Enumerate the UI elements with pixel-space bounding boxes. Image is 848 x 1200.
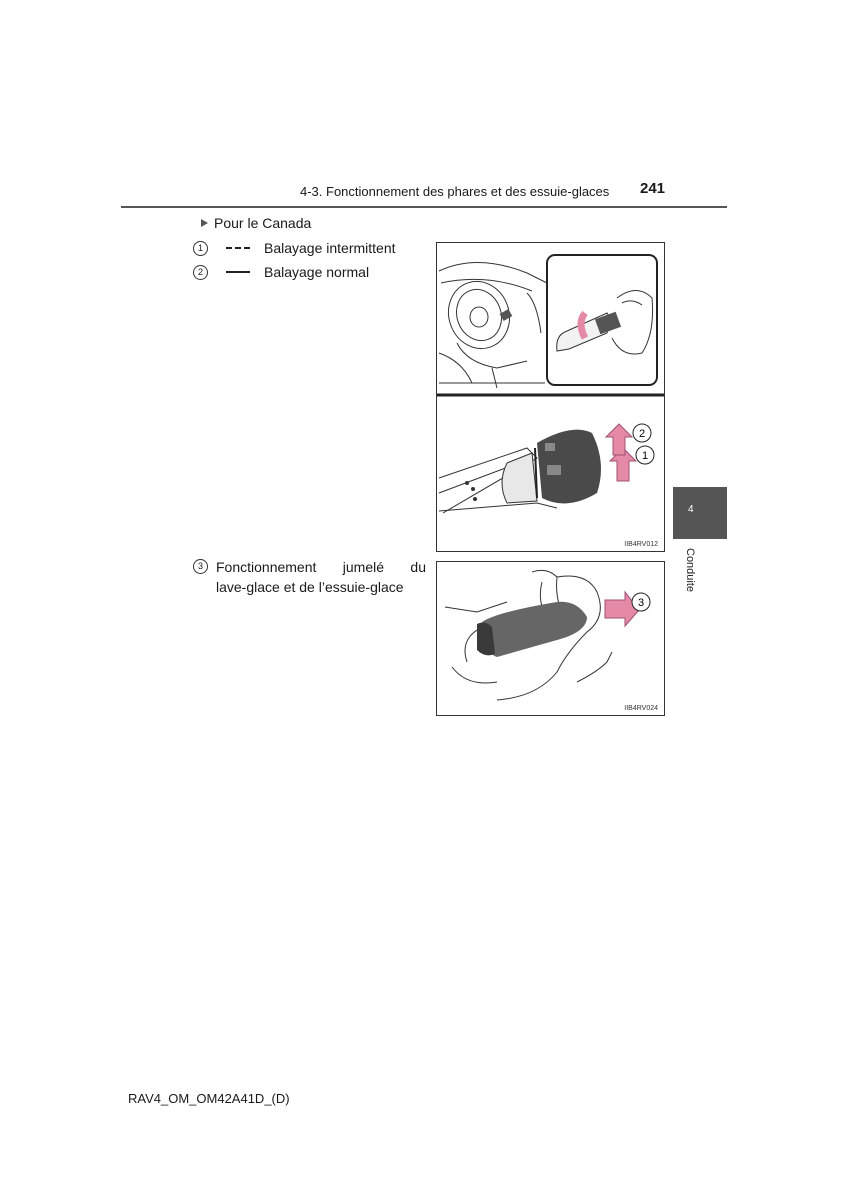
arrow-2 [606,424,632,455]
circled-number: 3 [193,559,208,574]
text-word: du [410,559,426,575]
legend-label: Balayage normal [264,264,370,280]
lever-body [477,602,587,657]
operation-3-text [216,557,426,597]
lever-symbols [465,481,477,501]
wiper-lever-illustration [437,243,664,551]
figure-code: IIB4RV012 [624,541,658,548]
legend-normal [193,264,369,280]
figure-washer-operation [436,561,665,716]
page-number: 241 [640,180,666,197]
operation-3 [193,557,426,597]
dashboard-sketch [439,262,547,388]
dashed-line-icon [226,247,250,249]
footer-code: RAV4_OM_OM42A41D_(D) [128,1091,290,1106]
inset-arrow [581,313,585,338]
section-title: 4-3. Fonctionnement des phares et des essuie-glaces [300,184,610,199]
circled-number: 2 [193,265,208,280]
legend-label: Balayage intermittent [264,240,396,256]
chapter-tab [673,487,727,539]
circled-number: 1 [193,241,208,256]
lever-knob [535,430,601,504]
callout-2-label: 2 [638,428,646,440]
country-heading [201,215,311,231]
callout-1-label: 1 [641,450,649,462]
chapter-label: Conduite [684,548,696,593]
figure-wiper-lever [436,242,665,552]
text-word: Fonctionnement [216,559,317,575]
chapter-number: 4 [688,504,694,515]
country-label: Pour le Canada [214,215,312,231]
text-line: lave-glace et de l’essuie-glace [216,579,404,595]
header-rule [121,206,727,208]
triangle-bullet-icon [201,219,208,227]
callout-3-label: 3 [637,597,645,609]
washer-illustration [437,562,664,715]
figure-code: IIB4RV024 [624,705,658,712]
legend-intermittent [193,240,396,256]
text-word: jumelé [342,559,385,575]
solid-line-icon [226,271,250,273]
